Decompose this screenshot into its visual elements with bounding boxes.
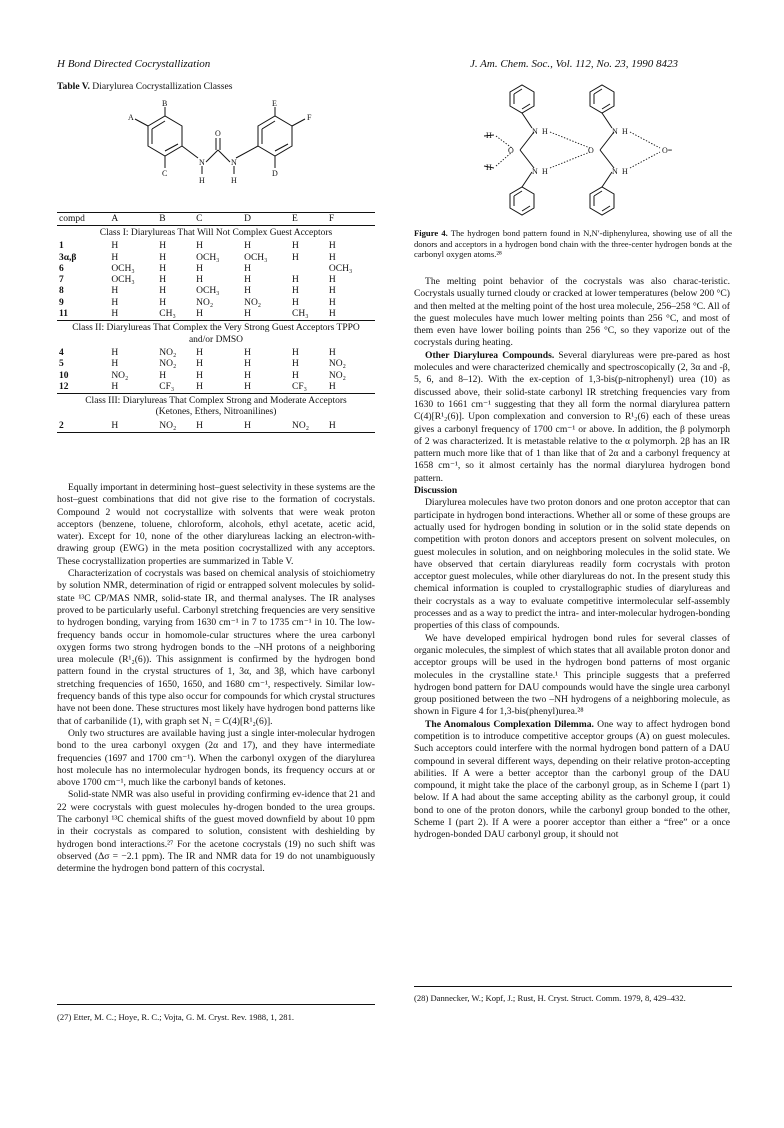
table-row bbox=[57, 241, 375, 252]
substituent-cell: OCH₃ bbox=[196, 252, 220, 263]
substituent-cell: H bbox=[328, 275, 336, 286]
table-title-text: Diarylurea Cocrystallization Classes bbox=[92, 81, 233, 92]
section-heading: Discussion bbox=[414, 485, 458, 497]
label-e: E bbox=[272, 100, 277, 108]
substituent-cell: H bbox=[328, 297, 336, 308]
right-column bbox=[414, 276, 730, 842]
class-heading-row bbox=[57, 321, 375, 348]
running-header-title: H Bond Directed Cocrystallization bbox=[57, 58, 211, 70]
label-n1: N bbox=[199, 158, 205, 167]
fig-label-o: O bbox=[508, 146, 514, 155]
footnote-28: (28) Dannecker, W.; Kopf, J.; Rust, H. Cryst. Struct. Comm. 1979, 8, 429–432. bbox=[414, 993, 686, 1003]
figure4-caption-label: Figure 4. bbox=[414, 228, 448, 238]
substituent-cell: H bbox=[244, 347, 251, 358]
substituent-cell: NO₂ bbox=[159, 359, 177, 370]
substituent-cell: H bbox=[111, 286, 119, 297]
compound-cell: 12 bbox=[57, 382, 109, 394]
table-row bbox=[57, 275, 375, 286]
substituent-cell: H bbox=[196, 359, 203, 370]
class-heading: Class I: Diarylureas That Will Not Complex Guest Acceptors bbox=[99, 228, 333, 238]
fig-label-h: H bbox=[542, 167, 548, 176]
footnote-27: (27) Etter, M. C.; Hoye, R. C.; Vojta, G. M. Cryst. Rev. 1988, 1, 281. bbox=[57, 1012, 295, 1022]
table-row bbox=[57, 359, 375, 370]
figure4-caption bbox=[414, 228, 732, 260]
compound-cell: 7 bbox=[59, 275, 64, 286]
substituent-cell: H bbox=[328, 347, 336, 358]
substituent-cell: H bbox=[159, 297, 167, 308]
substituent-cell: H bbox=[159, 286, 167, 297]
substituent-cell: H bbox=[244, 241, 251, 252]
fig-label-h: H bbox=[542, 127, 548, 136]
paragraph: Diarylurea molecules have two proton donors and one proton acceptor that can participate in hydrogen bond interactions. Whether all or some of these groups are actually used for hydrogen bonding in solution or in the solid state depends on competition with proton donors and acceptors present on solvent molecules, on guest molecules in solution, and on neighboring molecules in the solid state. We have observed that certain diarylureas readily form cocrystals with proton acceptor guest molecules, while other diarylureas do not. In the present study this chemical information is coupled to crystallographic studies of diarylureas and their cocrystals as a way to evaluate competitive intermolecular self-assembly processes and as a way to predict the intra- and inter-molecular hydrogen-bonding properties of this class of compounds. bbox=[414, 497, 730, 632]
compound-cell: 3α,β bbox=[59, 252, 77, 263]
footnote-rule bbox=[57, 1004, 375, 1005]
paragraph: Equally important in determining host–guest selectivity in these systems are the host–guest combinations that did not give rise to the formation of cocrystals. Compound 2 would not cocrystallize with solvents that were weak proton acceptors (benzene, toluene, chloroform, alcohols, ethyl acetate, acetic acid, water). Except for 10, none of the other diarylureas lacking an electron-with-drawing group (EWG) in the meta position cocrystallized with any acceptors. These cocrystallization properties are summarized in Table V. bbox=[57, 482, 375, 567]
substituent-cell: OCH₃ bbox=[328, 263, 353, 274]
substituent-cell: H bbox=[159, 252, 167, 263]
substituent-cell: H bbox=[292, 275, 299, 286]
label-d: D bbox=[272, 169, 278, 178]
substituent-cell: CH₃ bbox=[157, 309, 194, 321]
compound-cell: 6 bbox=[59, 263, 64, 274]
class-heading: Class II: Diarylureas That Complex the Very Strong Guest Acceptors TPPO and/or DMSO bbox=[72, 323, 360, 345]
table-row bbox=[57, 298, 375, 309]
compound-cell: 8 bbox=[59, 286, 64, 297]
label-a: A bbox=[128, 113, 134, 122]
substituent-cell: OCH₃ bbox=[196, 286, 220, 297]
substituent-cell: H bbox=[292, 286, 299, 297]
substituent-cell: H bbox=[196, 241, 203, 252]
table-header-row bbox=[57, 213, 375, 226]
substituent-cell: H bbox=[111, 359, 119, 370]
fig-label-h: H bbox=[486, 163, 492, 172]
substituent-cell: H bbox=[159, 370, 167, 381]
fig-label-h: H bbox=[486, 131, 492, 140]
substituent-cell: H bbox=[196, 275, 203, 286]
table-row bbox=[57, 421, 375, 433]
compound-cell: 11 bbox=[57, 309, 109, 321]
substituent-cell: NO₂ bbox=[328, 359, 346, 370]
substituent-cell: H bbox=[292, 370, 299, 381]
label-b: B bbox=[162, 100, 168, 108]
fig-label-n: N bbox=[532, 167, 538, 176]
class-heading: Class III: Diarylureas That Complex Strong and Moderate Acceptors (Ketones, Ethers, Nitroanilines) bbox=[85, 396, 347, 418]
substituent-cell: H bbox=[194, 309, 242, 321]
table-row bbox=[57, 371, 375, 382]
fig-label-o-eq: O= bbox=[662, 146, 673, 155]
substituent-cell: H bbox=[194, 421, 242, 433]
substituent-cell: H bbox=[196, 263, 203, 274]
substituent-cell: H bbox=[244, 370, 251, 381]
substituent-cell: CF₃ bbox=[290, 382, 327, 394]
substituent-cell: H bbox=[196, 370, 203, 381]
col-header: compd bbox=[57, 213, 109, 226]
substituent-cell: H bbox=[109, 309, 157, 321]
substituent-cell: NO₂ bbox=[159, 347, 177, 358]
substituent-cell: H bbox=[159, 275, 167, 286]
substituent-cell: H bbox=[111, 297, 119, 308]
substituent-cell: H bbox=[244, 359, 251, 370]
paragraph: We have developed empirical hydrogen bond rules for several classes of organic molecules, the simplest of which states that all available proton donor and acceptor groups will be used in the hydrogen bond patterns of most organic molecules in the crystalline state.¹ This principle suggests that a preferred hydrogen bond pattern for DAU compounds would have the single urea carbonyl group positioned between the two –NH hydrogens of a neighboring molecule, as shown in Figure 4 for 1,3-bis(phenyl)urea.²⁸ bbox=[414, 632, 730, 718]
section-text: Several diarylureas were pre-pared as host molecules and were characterized chemically and spectroscopically (2, 3α and -β, 5, 6, and 8–12). With the ex-ception of 1,3-bis(p-nitrophenyl) urea (10) as discussed above, their solid-state carbonyl IR stretching frequencies vary from 1630 to 1661 cm⁻¹ suggesting that they all form the normal diarylurea pattern C(4)[R¹₂(6)]. Upon complexation and conversion to R¹₂(6) each of these ureas gives a carbonyl frequency of 1700 cm⁻¹ or above. In addition, the β polymorph of 2 was characterized. It is metastable relative to the α polymorph. 2β has an IR pattern much more like that of 1 than like that of 2α and a carbonyl frequency at 1658 cm⁻¹, so it almost certainly has the normal diarylurea hydrogen bond pattern. bbox=[414, 349, 730, 484]
fig-label-o: O bbox=[588, 146, 594, 155]
compound-cell: 4 bbox=[59, 347, 64, 358]
footnote-rule bbox=[414, 986, 732, 987]
left-column bbox=[57, 482, 375, 876]
table-row bbox=[57, 253, 375, 264]
substituent-cell: H bbox=[111, 252, 119, 263]
label-h1: H bbox=[199, 176, 205, 185]
section-runin: Other Diarylurea Compounds. bbox=[425, 349, 555, 361]
label-h2: H bbox=[231, 176, 237, 185]
fig-label-h: H bbox=[622, 167, 628, 176]
paragraph: The melting point behavior of the cocrystals was also charac-teristic. Cocrystals usually turned cloudy or cracked at lower temperatures (below 200 °C) and then melted at the melting point of the host urea molecule, 256–258 °C. All of the guest molecules have much lower melting points than 256 °C, and most of them even have lower boiling points than 256 °C, so they vaporize out of the cocrystals during heating. bbox=[414, 276, 730, 349]
substituent-cell: H bbox=[242, 421, 290, 433]
col-header: A bbox=[109, 213, 157, 226]
substituent-cell: NO₂ bbox=[290, 421, 327, 433]
substituent-cell: H bbox=[292, 347, 299, 358]
substituent-cell: H bbox=[109, 382, 157, 394]
table-row bbox=[57, 309, 375, 321]
label-f: F bbox=[307, 113, 312, 122]
substituent-cell: H bbox=[327, 382, 375, 394]
compound-cell: 5 bbox=[59, 359, 64, 370]
substituent-cell: H bbox=[292, 252, 299, 263]
substituent-cell: H bbox=[159, 263, 167, 274]
table-row bbox=[57, 286, 375, 297]
cocrystallization-table bbox=[57, 212, 375, 433]
paragraph-other-ureas bbox=[414, 350, 730, 485]
paragraph: Characterization of cocrystals was based on chemical analysis of stoichiometry by solution NMR, determination of rigid or entrapped solvent molecules by solid-state ¹³C CP/MAS NMR, solid-state IR, and thermal analyses. The IR analyses proved to be particularly useful. Carbonyl stretching frequencies are very sensitive to hydrogen bonding, varying from 1630 cm⁻¹ in 7 to 1735 cm⁻¹ in 10. The low-frequency bands occur in homomole-cular structures where the urea carbonyl oxygen forms two strong hydrogen bonds to the –NH protons of a neighboring urea molecule (R¹₂(6)). This assignment is confirmed by the hydrogen bond pattern found in the crystal structures of 1, 3α, and 3β, which have carbonyl stretching frequencies of 1650, 1650, and 1680 cm⁻¹, respectively. Similar low-frequency bands of this type also occur for compounds for which crystal structures have not been done. These structures most likely have hydrogen bond patterns like that of carbanilide (1), with graph set N₁ = C(4)[R¹₂(6)]. bbox=[57, 568, 375, 727]
substituent-cell bbox=[290, 264, 327, 275]
table-row bbox=[57, 264, 375, 275]
fig-label-n: N bbox=[612, 127, 618, 136]
substituent-cell: H bbox=[292, 297, 299, 308]
substituent-cell: OCH₃ bbox=[111, 263, 135, 274]
table-row bbox=[57, 382, 375, 394]
paragraph: Solid-state NMR was also useful in providing confirming ev-idence that 21 and 22 were cocrystals with guest molecules hy-drogen bonded to the urea groups. The carbonyl ¹³C chemical shifts of the guest moved downfield by about 10 ppm in their cocrystals as compared to solution, consistent with deshielding by hydrogen bond interactions.²⁷ For the acetone cocrystals (19) no such shift was observed (Δσ = −2.1 ppm). The IR and NMR data for 19 do not unambiguously determine the hydrogen bond pattern of this cocrystal. bbox=[57, 789, 375, 875]
compound-cell: 1 bbox=[59, 241, 64, 252]
substituent-cell: NO₂ bbox=[157, 421, 194, 433]
label-o: O bbox=[215, 129, 221, 138]
compound-cell: 2 bbox=[57, 421, 109, 433]
col-header: E bbox=[290, 213, 327, 226]
substituent-cell: OCH₃ bbox=[244, 252, 268, 263]
figure4-caption-text: The hydrogen bond pattern found in N,N′-diphenylurea, showing use of all the donors and acceptors in a hydrogen bond chain with the three-center hydrogen bonds at the carbonyl oxygen atoms.²⁸ bbox=[414, 228, 733, 260]
substituent-cell: H bbox=[244, 286, 251, 297]
label-n2: N bbox=[231, 158, 237, 167]
fig-label-h: H bbox=[622, 127, 628, 136]
figure4-diagram bbox=[470, 80, 720, 220]
substituent-cell: H bbox=[242, 382, 290, 394]
substituent-cell: H bbox=[111, 241, 119, 252]
table-title bbox=[57, 81, 232, 92]
substituent-cell: H bbox=[244, 275, 251, 286]
section-text: One way to affect hydrogen bond competition is to introduce competitive acceptor groups (A) on guest molecules. Such acceptors could interfere with the normal hydrogen bond pattern of a DAU compound in several different ways, depending on their relative proton-accepting abilities. If A were a better acceptor than the carbonyl group of the DAU compound, it might take the place of the carbonyl group, as in Scheme I (part 1) below. If A had about the same accepting ability as the carbonyl group, it could bond to one of the proton donors, while the carbonyl group bonded to the other, Scheme I (part 2). If A were a poorer acceptor than either a “free” or a once hydrogen-bonded DAU carbonyl group, it should not bbox=[414, 718, 730, 841]
substituent-cell: H bbox=[327, 309, 375, 321]
substituent-cell: CF₃ bbox=[157, 382, 194, 394]
substituent-cell: NO₂ bbox=[196, 297, 214, 308]
table-row bbox=[57, 348, 375, 359]
fig-label-n: N bbox=[532, 127, 538, 136]
substituent-cell: H bbox=[328, 241, 336, 252]
substituent-cell: H bbox=[194, 382, 242, 394]
col-header: B bbox=[157, 213, 194, 226]
substituent-cell: NO₂ bbox=[244, 297, 262, 308]
substituent-cell: H bbox=[111, 347, 119, 358]
substituent-cell: H bbox=[328, 286, 336, 297]
col-header: C bbox=[194, 213, 242, 226]
col-header: D bbox=[242, 213, 290, 226]
class-heading-row bbox=[57, 226, 375, 242]
section-runin: The Anomalous Complexation Dilemma. bbox=[425, 718, 594, 730]
substituent-cell: H bbox=[109, 421, 157, 433]
substituent-cell: NO₂ bbox=[328, 370, 346, 381]
class-heading-row bbox=[57, 394, 375, 421]
substituent-cell: H bbox=[327, 421, 375, 433]
substituent-cell: OCH₃ bbox=[111, 275, 135, 286]
diarylurea-structure bbox=[118, 100, 338, 212]
running-header-journal: J. Am. Chem. Soc., Vol. 112, No. 23, 1990 8423 bbox=[470, 58, 678, 70]
substituent-cell: H bbox=[242, 309, 290, 321]
table-label: Table V. bbox=[57, 81, 90, 92]
compound-cell: 9 bbox=[59, 297, 64, 308]
substituent-cell: H bbox=[159, 241, 167, 252]
paragraph-dilemma bbox=[414, 719, 730, 842]
substituent-cell: H bbox=[244, 263, 251, 274]
substituent-cell: NO₂ bbox=[111, 370, 129, 381]
paragraph: Only two structures are available having just a single inter-molecular hydrogen bond to the urea carbonyl oxygen (2α and 17), and they have intermediate frequencies (1697 and 1700 cm⁻¹). When the carbonyl oxygen of the diarylurea host molecule has no intermolecular hydrogen bonds, its frequency occurs at or above 1700 cm⁻¹, much like the carbonyl bands of ketones. bbox=[57, 727, 375, 789]
fig-label-n: N bbox=[612, 167, 618, 176]
substituent-cell: H bbox=[292, 359, 299, 370]
substituent-cell: H bbox=[292, 241, 299, 252]
label-c: C bbox=[162, 169, 168, 178]
substituent-cell: H bbox=[196, 347, 203, 358]
substituent-cell: CH₃ bbox=[290, 309, 327, 321]
substituent-cell: H bbox=[328, 252, 336, 263]
col-header: F bbox=[327, 213, 375, 226]
compound-cell: 10 bbox=[59, 370, 69, 381]
